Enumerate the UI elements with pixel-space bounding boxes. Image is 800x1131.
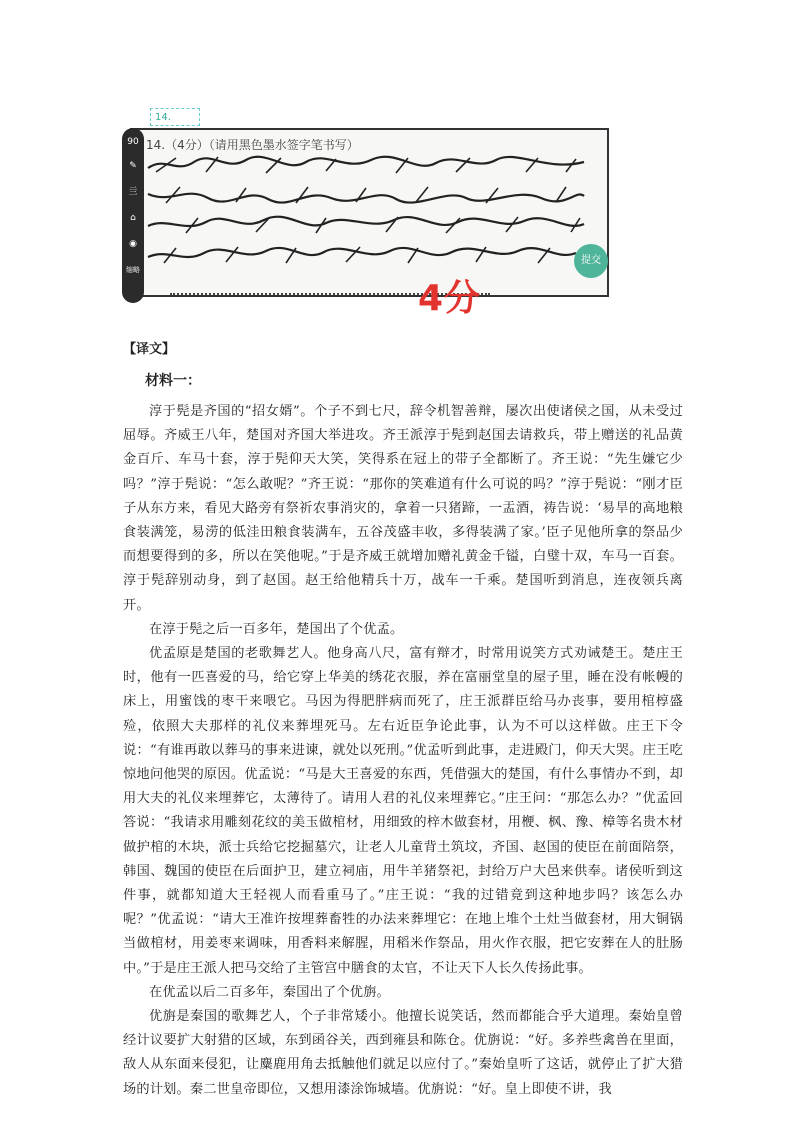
score-stamp: 4分 <box>418 278 482 319</box>
question-number: 14. <box>155 112 171 123</box>
grading-toolbar <box>122 128 144 303</box>
lines-icon[interactable]: 亖 <box>128 187 138 197</box>
paragraph: 在淳于髡之后一百多年，楚国出了个优孟。 <box>149 621 404 637</box>
view-icon[interactable]: ◉ <box>129 239 137 249</box>
thumbnail-button[interactable]: 缩略 <box>126 266 140 274</box>
home-icon[interactable]: ⌂ <box>130 213 136 223</box>
handwriting-line-3 <box>146 214 586 236</box>
handwriting-line-2 <box>146 184 586 206</box>
section-label: 【译文】 <box>123 342 176 357</box>
pen-icon[interactable]: ✎ <box>129 161 137 171</box>
rotate-icon[interactable]: 90 <box>127 137 139 147</box>
paragraph: 淳于髡是齐国的“招女婿”。个子不到七尺，辞令机智善辩，屡次出使诸侯之国，从未受过屈辱。齐威王八年，楚国对齐国大举进攻。齐王派淳于髡到赵国去请救兵，带上赠送的礼品黄金百斤、车马十套，淳于髡仰天大笑，笑得系在冠上的带子全都断了。齐王说：“先生嫌它少吗？”淳于髡说：“怎么敢呢？”齐王说：“那你的笑难道有什么可说的吗？”淳于髡说：“刚才臣子从东方来，看见大路旁有祭祈农事消灾的，拿着一只猪蹄，一盂酒，祷告说：‘易旱的高地粮食装满笼，易涝的低洼田粮食装满车，五谷茂盛丰收，多得装满了家。’臣子见他所拿的祭品少而想要得到的多，所以在笑他呢。”于是齐威王就增加赠礼黄金千镒，白璧十双，车马一百套。淳于髡辞别动身，到了赵国。赵王给他精兵十万，战车一千乘。楚国听到消息，连夜领兵离开。 <box>123 404 683 613</box>
answer-sheet <box>130 128 609 297</box>
question-score-tag <box>150 108 200 126</box>
handwriting-line-4 <box>146 244 586 266</box>
paragraph: 在优孟以后二百多年，秦国出了个优旃。 <box>149 984 390 1000</box>
submit-button[interactable]: 提交 <box>574 244 608 278</box>
paragraph: 优孟原是楚国的老歌舞艺人。他身高八尺，富有辩才，时常用说笑方式劝诫楚王。楚庄王时，他有一匹喜爱的马，给它穿上华美的绣花衣服，养在富丽堂皇的屋子里，睡在没有帐幔的床上，用蜜饯的枣干来喂它。马因为得肥胖病而死了，庄王派群臣给马办丧事，要用棺椁盛殓，依照大夫那样的礼仪来葬埋死马。左右近臣争论此事，认为不可以这样做。庄王下令说：“有谁再敢以葬马的事来进谏，就处以死刑。”优孟听到此事，走进殿门，仰天大哭。庄王吃惊地问他哭的原因。优孟说：“马是大王喜爱的东西，凭借强大的楚国，有什么事情办不到，却用大夫的礼仪来埋葬它，太薄待了。请用人君的礼仪来埋葬它。”庄王问：“那怎么办？”优孟回答说：“我请求用雕刻花纹的美玉做棺材，用细致的梓木做套材，用楩、枫、豫、樟等名贵木材做护棺的木块，派士兵给它挖掘墓穴，让老人儿童背土筑坟，齐国、赵国的使臣在前面陪祭，韩国、魏国的使臣在后面护卫，建立祠庙，用牛羊猪祭祀，封给万户大邑来供奉。诸侯听到这件事，就都知道大王轻视人而看重马了。”庄王说：“我的过错竟到这种地步吗？该怎么办呢？”优孟说：“请大王准许按埋葬畜牲的办法来葬埋它：在地上堆个土灶当做套材，用大铜锅当做棺材，用姜枣来调味，用香料来解腥，用稻米作祭品，用火作衣服，把它安葬在人的肚肠中。”于是庄王派人把马交给了主管宫中膳食的太官，不让天下人长久传扬此事。 <box>123 646 683 976</box>
sheet-header: 14.（4分）（请用黑色墨水签字笔书写） <box>146 138 359 152</box>
translation-section <box>123 338 683 1102</box>
paragraph: 优旃是秦国的歌舞艺人，个子非常矮小。他擅长说笑话，然而都能合乎大道理。秦始皇曾经计议要扩大射猎的区域，东到函谷关，西到雍县和陈仓。优旃说：“好。多养些禽兽在里面，敌人从东面来侵犯，让麋鹿用角去抵触他们就足以应付了。”秦始皇听了这话，就停止了扩大猎场的计划。秦二世皇帝即位，又想用漆涂饰城墙。优旃说：“好。皇上即使不讲，我 <box>123 1009 683 1097</box>
handwriting-line-1 <box>146 154 586 176</box>
material-label: 材料一： <box>145 373 201 389</box>
